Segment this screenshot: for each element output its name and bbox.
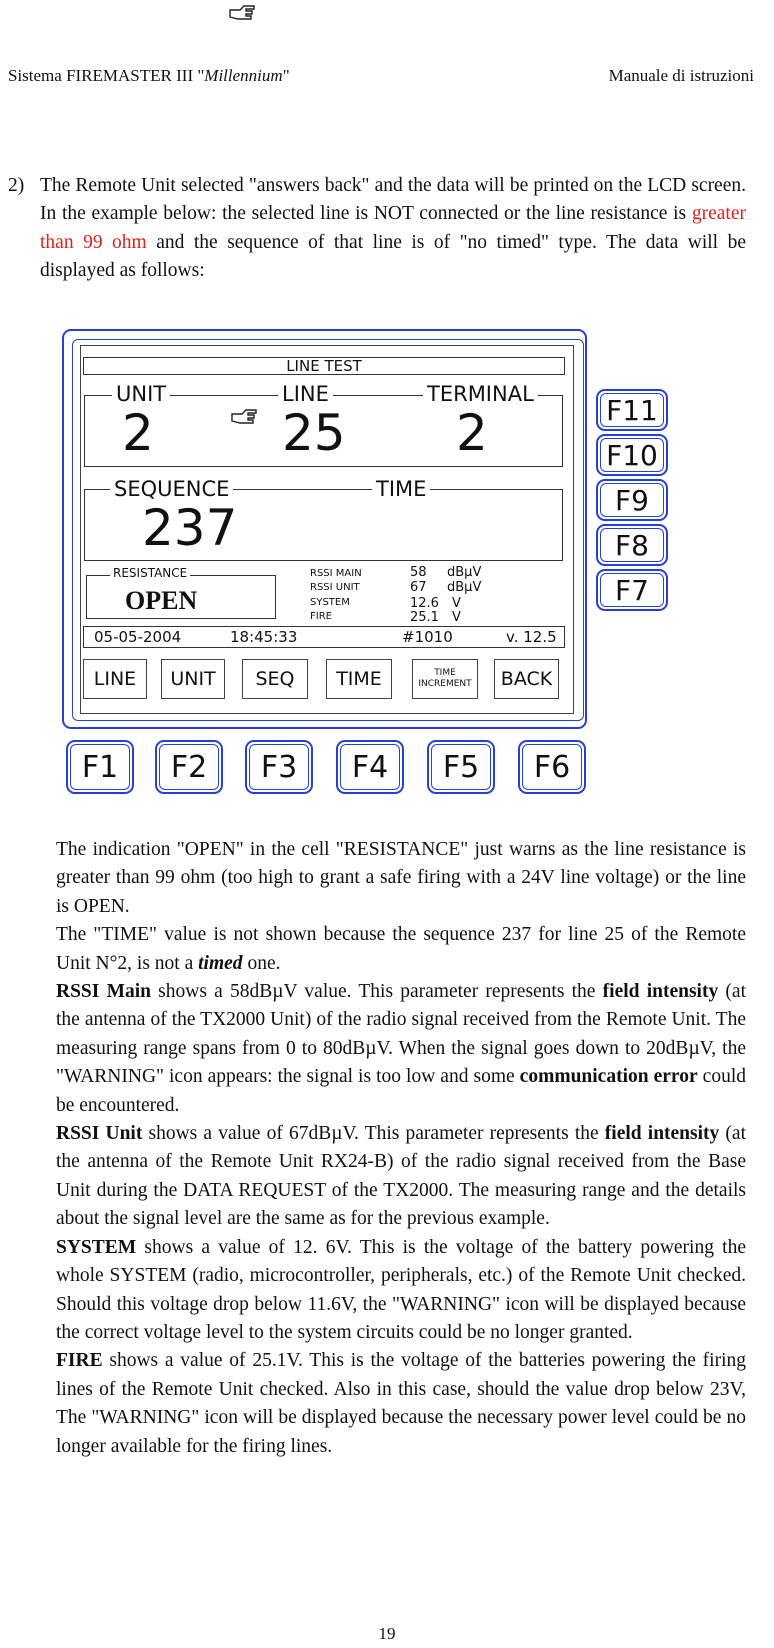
softkey-seq[interactable]: SEQ	[242, 659, 308, 699]
softkey-time-increment[interactable]: TIME INCREMENT	[412, 659, 478, 699]
terminal-value: 2	[456, 404, 488, 462]
reading-value-rssi-main: 58	[410, 565, 427, 580]
item-paragraph: The Remote Unit selected "answers back" and the data will be printed on the LCD screen. In the example below: the selected line is NOT connected or the line resistance is greater than 99 ohm and the sequence of that line is of "no timed" type. The data will be displayed as follows:	[40, 175, 746, 282]
status-date: 05-05-2004	[94, 628, 182, 646]
paragraph-fire: FIRE shows a value of 25.1V. This is the voltage of the batteries powering the firing lines of the Remote Unit checked. Also in this case, should the value drop below 23V, The "WARNING" icon will be displayed because the necessary power level could be no longer available for the firing lines.	[56, 1350, 746, 1457]
paragraph-rssi-unit: RSSI Unit shows a value of 67dBµV. This parameter represents the field intensity (at the antenna of the Remote Unit RX24-B) of the radio signal received from the Base Unit during the DATA REQUEST of the TX2000. The measuring range and the details about the signal level are the same as for the previous example.	[56, 1123, 746, 1230]
header-left: Sistema FIREMASTER III "Millennium"	[8, 66, 290, 85]
cursor-hand-icon	[230, 404, 260, 426]
header-right: Manuale di istruzioni	[608, 66, 754, 85]
reading-unit-rssi-unit: dBµV	[447, 580, 482, 595]
f5-key[interactable]: F5	[427, 740, 495, 794]
status-bar	[83, 626, 565, 648]
page-number: 19	[378, 1624, 396, 1643]
sequence-value: 237	[142, 499, 238, 557]
softkey-unit[interactable]: UNIT	[161, 659, 225, 699]
reading-value-fire: 25.1	[410, 610, 439, 625]
line-label: LINE	[278, 383, 333, 405]
f2-key[interactable]: F2	[155, 740, 223, 794]
sequence-label: SEQUENCE	[110, 478, 233, 500]
softkey-line[interactable]: LINE	[83, 659, 147, 699]
reading-name-rssi-main: RSSI MAIN	[310, 568, 362, 579]
reading-unit-fire: V	[452, 610, 461, 625]
item-number: 2)	[8, 175, 25, 196]
status-time: 18:45:33	[230, 628, 298, 646]
f1-key[interactable]: F1	[66, 740, 134, 794]
f4-key[interactable]: F4	[336, 740, 404, 794]
status-id: #1010	[402, 628, 453, 646]
reading-name-system: SYSTEM	[310, 597, 350, 608]
time-label: TIME	[372, 478, 430, 500]
highlighted-text: greater than 99 ohm	[40, 203, 746, 253]
terminal-label: TERMINAL	[423, 383, 538, 405]
reading-name-rssi-unit: RSSI UNIT	[310, 582, 360, 593]
f9-key[interactable]: F9	[596, 479, 668, 521]
paragraph-rssi-main: RSSI Main shows a 58dBµV value. This parameter represents the field intensity (at the antenna of the TX2000 Unit) of the radio signal received from the Remote Unit. The measuring range spans from 0 to 80dBµV. When the signal goes down to 20dBµV, the "WARNING" icon appears: the signal is too low and some communication error could be encountered.	[56, 981, 746, 1116]
resistance-label: RESISTANCE	[110, 566, 190, 580]
line-value: 25	[282, 404, 346, 462]
f6-key[interactable]: F6	[518, 740, 586, 794]
resistance-value: OPEN	[125, 586, 198, 615]
paragraph-open: The indication "OPEN" in the cell "RESISTANCE" just warns as the line resistance is greater than 99 ohm (too high to grant a safe firing with a 24V line voltage) or the line is OPEN.	[56, 839, 746, 917]
unit-value: 2	[122, 404, 154, 462]
reading-unit-rssi-main: dBµV	[447, 565, 482, 580]
reading-value-system: 12.6	[410, 596, 439, 611]
reading-unit-system: V	[452, 596, 461, 611]
f3-key[interactable]: F3	[245, 740, 313, 794]
paragraph-system: SYSTEM shows a value of 12. 6V. This is the voltage of the battery powering the whole SYSTEM (radio, microcontroller, peripherals, etc.) of the Remote Unit checked. Should this voltage drop below 11.6V, the "WARNING" icon will be displayed because the correct voltage level to the system circuits could be no longer granted.	[56, 1236, 746, 1343]
reading-value-rssi-unit: 67	[410, 580, 427, 595]
softkey-time[interactable]: TIME	[326, 659, 392, 699]
paragraph-time: The "TIME" value is not shown because the sequence 237 for line 25 of the Remote Unit N°2, is not a timed one.	[56, 924, 746, 974]
f7-key[interactable]: F7	[596, 569, 668, 611]
f10-key[interactable]: F10	[596, 434, 668, 476]
pointing-hand-icon	[228, 0, 258, 22]
softkey-back[interactable]: BACK	[494, 659, 559, 699]
unit-label: UNIT	[112, 383, 170, 405]
lcd-title: LINE TEST	[83, 357, 565, 375]
reading-name-fire: FIRE	[310, 611, 332, 622]
status-version: v. 12.5	[506, 628, 557, 646]
body-text	[56, 836, 746, 1461]
f11-key[interactable]: F11	[596, 389, 668, 431]
f8-key[interactable]: F8	[596, 524, 668, 566]
